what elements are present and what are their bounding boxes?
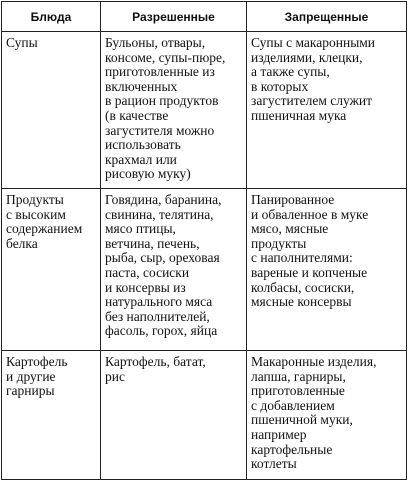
header-dish: Блюда	[2, 2, 101, 32]
allowed-cell: Говядина, баранина, свинина, телятина, мясо птицы, ветчина, печень, рыба, сыр, ореховая паста, сосиски и консервы из натурального мяса без наполнителей, фасоль, горох, яйца	[101, 189, 247, 351]
table-row	[2, 351, 407, 480]
header-row	[2, 2, 407, 32]
header-forbidden: Запрещенные	[247, 2, 407, 32]
forbidden-cell: Панированное и обваленное в муке мясо, мясные продукты с наполнителями: вареные и копченые колбасы, сосиски, мясные консервы	[247, 189, 407, 351]
forbidden-cell: Макаронные изделия, лапша, гарниры, приготовленные с добавлением пшеничной муки, например картофельные котлеты	[247, 351, 407, 480]
dish-cell: Картофель и другие гарниры	[2, 351, 101, 480]
forbidden-cell: Супы с макаронными изделиями, клецки, а также супы, в которых загустителем служит пшеничная мука	[247, 32, 407, 189]
dish-cell: Продукты с высоким содержанием белка	[2, 189, 101, 351]
diet-table	[1, 1, 407, 480]
header-allowed: Разрешенные	[101, 2, 247, 32]
table-header	[2, 2, 407, 32]
table-body	[2, 32, 407, 480]
table-row	[2, 189, 407, 351]
allowed-cell: Картофель, батат, рис	[101, 351, 247, 480]
table-row	[2, 32, 407, 189]
allowed-cell: Бульоны, отвары, консоме, супы-пюре, приготовленные из включенных в рацион продуктов (в качестве загустителя можно использовать крахмал или рисовую муку)	[101, 32, 247, 189]
dish-cell: Супы	[2, 32, 101, 189]
